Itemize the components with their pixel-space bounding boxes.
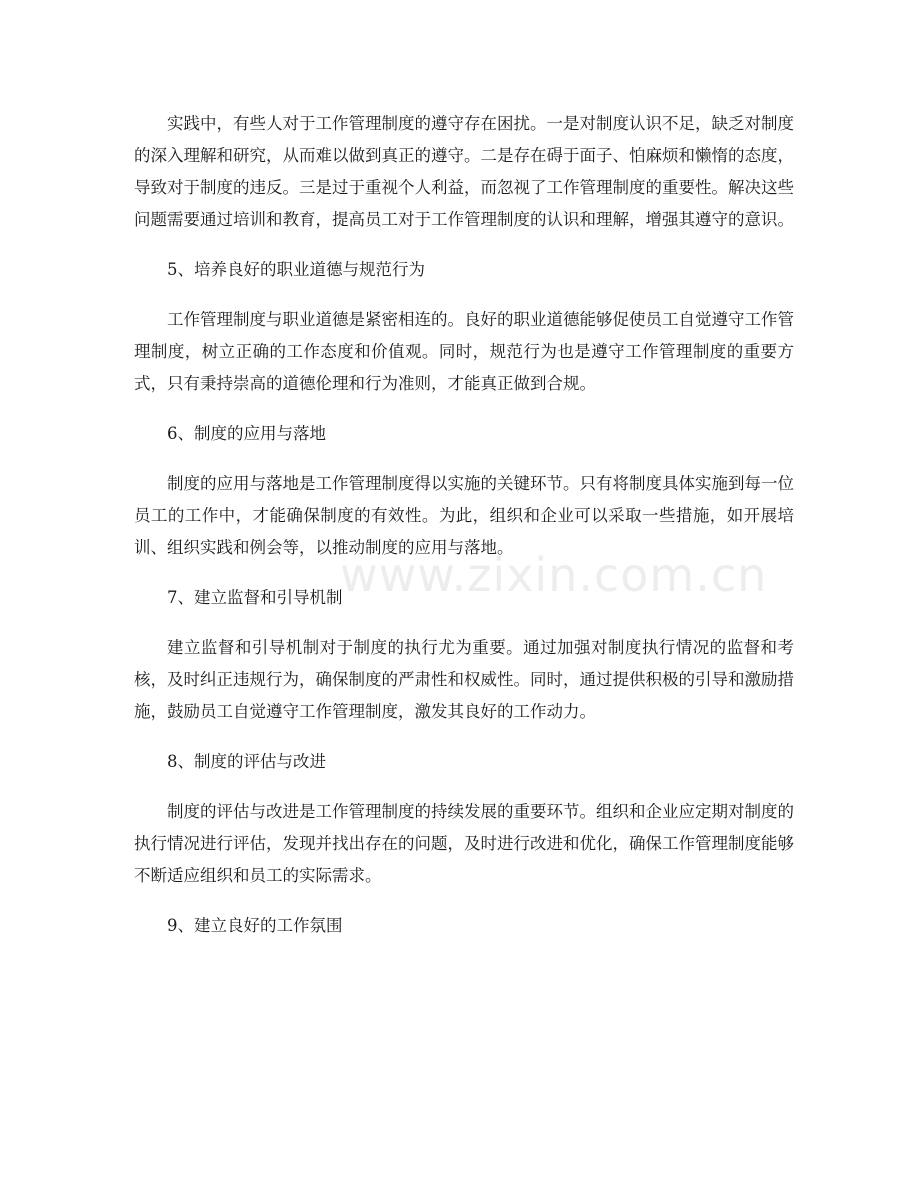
section-heading-9: 9、建立良好的工作氛围 [167,916,343,935]
section-heading-5: 5、培养良好的职业道德与规范行为 [167,260,425,279]
document-body [134,108,794,942]
section-heading-7: 7、建立监督和引导机制 [167,588,343,607]
section-heading-6: 6、制度的应用与落地 [167,424,326,443]
watermark-text: www.zixin.com.cn [340,548,768,602]
section-heading-8: 8、制度的评估与改进 [167,752,326,771]
paragraph-intro: 实践中，有些人对于工作管理制度的遵守存在困扰。一是对制度认识不足，缺乏对制度的深入理解和研究，从而难以做到真正的遵守。二是存在碍于面子、怕麻烦和懒惰的态度，导致对于制度的违反。三是过于重视个人利益，而忽视了工作管理制度的重要性。解决这些问题需要通过培训和教育，提高员工对于工作管理制度的认识和理解，增强其遵守的意识。 [134,114,794,229]
paragraph-section-5: 工作管理制度与职业道德是紧密相连的。良好的职业道德能够促使员工自觉遵守工作管理制度，树立正确的工作态度和价值观。同时，规范行为也是遵守工作管理制度的重要方式，只有秉持崇高的道德伦理和行为准则，才能真正做到合规。 [134,310,794,393]
paragraph-section-6: 制度的应用与落地是工作管理制度得以实施的关键环节。只有将制度具体实施到每一位员工的工作中，才能确保制度的有效性。为此，组织和企业可以采取一些措施，如开展培训、组织实践和例会等，以推动制度的应用与落地。 [134,474,794,557]
paragraph-section-7: 建立监督和引导机制对于制度的执行尤为重要。通过加强对制度执行情况的监督和考核，及时纠正违规行为，确保制度的严肃性和权威性。同时，通过提供积极的引导和激励措施，鼓励员工自觉遵守工作管理制度，激发其良好的工作动力。 [134,638,794,721]
paragraph-section-8: 制度的评估与改进是工作管理制度的持续发展的重要环节。组织和企业应定期对制度的执行情况进行评估，发现并找出存在的问题，及时进行改进和优化，确保工作管理制度能够不断适应组织和员工的实际需求。 [134,802,794,885]
